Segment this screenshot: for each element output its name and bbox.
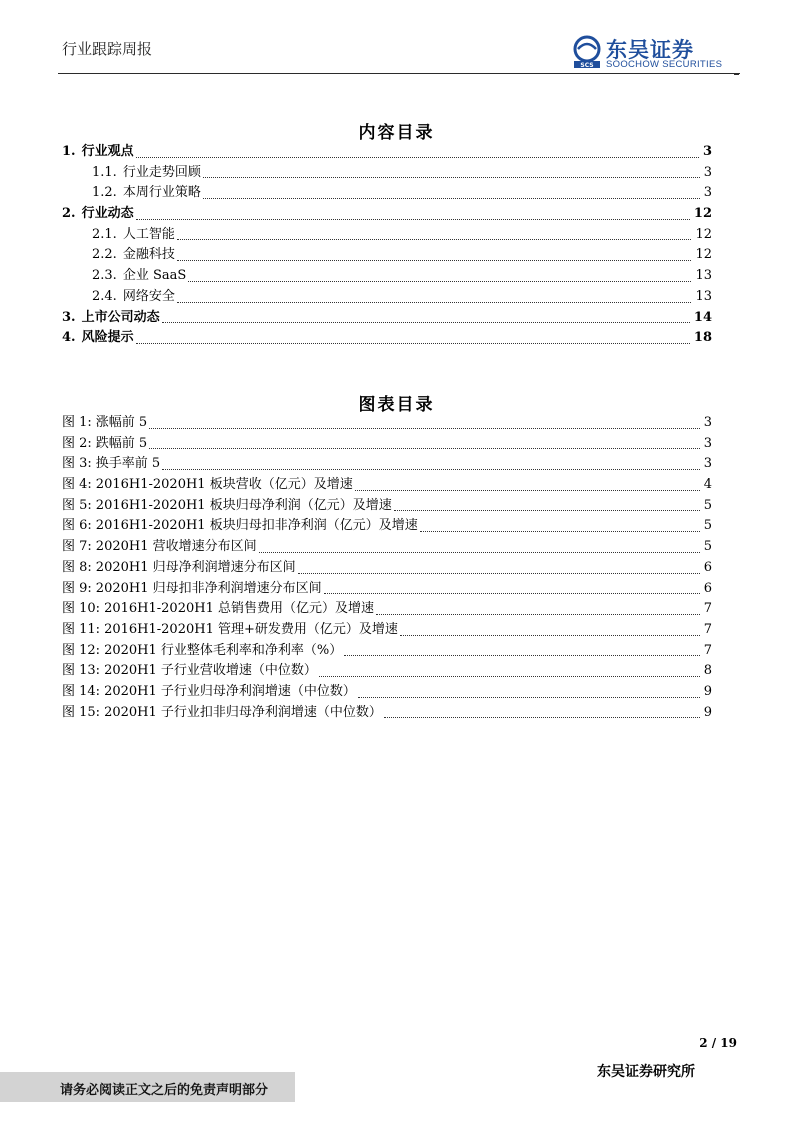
entry-label: 涨幅前 5 <box>95 415 148 430</box>
entry-label: 2016H1-2020H1 板块营收（亿元）及增速 <box>95 477 353 493</box>
logo-mark-text: SCS <box>580 62 594 69</box>
entry-number: 图 13: <box>62 663 101 679</box>
dot-leader <box>358 697 700 698</box>
entry-page: 7 <box>703 621 712 637</box>
dot-leader <box>177 260 692 261</box>
dot-leader <box>177 302 692 303</box>
entry-label: 换手率前 5 <box>95 456 161 472</box>
figure-toc-entry[interactable] <box>62 682 712 703</box>
entry-label: 风险提示 <box>81 330 134 346</box>
entry-page: 5 <box>703 539 712 555</box>
entry-page: 18 <box>693 330 712 346</box>
header-divider-tick <box>734 74 739 75</box>
dot-leader <box>149 448 700 449</box>
entry-page: 6 <box>703 559 712 575</box>
figure-toc-entry[interactable] <box>62 620 712 641</box>
dot-leader <box>188 281 691 282</box>
entry-label: 2020H1 子行业扣非归母净利润增速（中位数） <box>104 704 382 720</box>
toc-entry[interactable] <box>62 183 712 204</box>
toc-entry[interactable] <box>62 287 712 308</box>
dot-leader <box>384 717 700 718</box>
toc-entry[interactable] <box>62 245 712 266</box>
dot-leader <box>136 219 690 220</box>
entry-number: 图 15: <box>62 704 101 720</box>
entry-page: 13 <box>695 288 712 304</box>
dot-leader <box>324 593 700 594</box>
footer-organization: 东吴证券研究所 <box>597 1064 695 1080</box>
entry-number: 图 7: <box>62 539 92 555</box>
entry-label: 跌幅前 5 <box>95 435 148 451</box>
company-logo <box>572 33 742 73</box>
entry-number: 2.1. <box>92 226 117 242</box>
entry-label: 2020H1 归母扣非净利润增速分布区间 <box>95 580 322 596</box>
figure-toc-entry[interactable] <box>62 641 712 662</box>
figure-toc-entry[interactable] <box>62 475 712 496</box>
entry-label: 金融科技 <box>122 247 175 263</box>
logo-mark-icon <box>572 35 602 69</box>
entry-number: 图 1: <box>62 415 92 430</box>
entry-number: 图 10: <box>62 601 101 617</box>
logo-chinese-name: 东吴证券 <box>606 38 694 62</box>
dot-leader <box>149 428 700 429</box>
figure-toc-entry[interactable] <box>62 599 712 620</box>
dot-leader <box>400 635 700 636</box>
entry-page: 3 <box>703 185 712 201</box>
dot-leader <box>177 239 692 240</box>
entry-number: 2.2. <box>92 247 117 263</box>
entry-page: 5 <box>703 518 712 534</box>
entry-number: 1.2. <box>92 185 117 201</box>
entry-label: 行业动态 <box>81 206 134 222</box>
toc-entry[interactable] <box>62 204 712 225</box>
entry-label: 2020H1 行业整体毛利率和净利率（%） <box>104 642 343 658</box>
entry-page: 9 <box>703 704 712 720</box>
entry-number: 2.3. <box>92 268 117 284</box>
entry-page: 7 <box>703 642 712 658</box>
dot-leader <box>420 531 700 532</box>
figures-title: 图表目录 <box>358 395 435 415</box>
entry-number: 图 14: <box>62 683 101 699</box>
entry-number: 1.1. <box>92 164 117 180</box>
entry-page: 12 <box>695 247 712 263</box>
entry-number: 2.4. <box>92 288 117 304</box>
figure-toc-entry[interactable] <box>62 558 712 579</box>
header-divider <box>58 73 740 74</box>
figure-toc-entry[interactable] <box>62 537 712 558</box>
dot-leader <box>376 614 700 615</box>
dot-leader <box>298 573 700 574</box>
entry-number: 4. <box>62 330 76 346</box>
entry-number: 图 3: <box>62 456 92 472</box>
contents-title: 内容目录 <box>358 123 435 143</box>
toc-entry[interactable] <box>62 328 712 349</box>
toc-entry[interactable] <box>62 225 712 246</box>
entry-number: 图 5: <box>62 497 92 513</box>
entry-page: 5 <box>703 497 712 513</box>
entry-label: 2020H1 营收增速分布区间 <box>95 539 257 555</box>
footer-disclaimer: 请务必阅读正文之后的免责声明部分 <box>60 1083 269 1098</box>
logo-english-name: SOOCHOW SECURITIES <box>606 59 723 70</box>
dot-leader <box>344 655 699 656</box>
dot-leader <box>162 322 690 323</box>
entry-page: 7 <box>703 601 712 617</box>
dot-leader <box>203 177 700 178</box>
entry-label: 2020H1 子行业营收增速（中位数） <box>104 663 317 679</box>
entry-label: 企业 SaaS <box>122 268 187 284</box>
toc-entry[interactable] <box>62 266 712 287</box>
report-type-label: 行业跟踪周报 <box>62 40 153 58</box>
page-number: 2 / 19 <box>699 1036 737 1050</box>
entry-number: 3. <box>62 309 76 325</box>
entry-label: 2020H1 归母净利润增速分布区间 <box>95 559 296 575</box>
entry-number: 图 11: <box>62 621 101 637</box>
dot-leader <box>319 676 700 677</box>
entry-label: 上市公司动态 <box>81 309 160 325</box>
toc-entry[interactable] <box>62 308 712 329</box>
entry-page: 9 <box>703 683 712 699</box>
entry-page: 13 <box>695 268 712 284</box>
dot-leader <box>162 469 700 470</box>
entry-label: 2016H1-2020H1 总销售费用（亿元）及增速 <box>104 601 374 617</box>
entry-label: 2016H1-2020H1 管理+研发费用（亿元）及增速 <box>104 621 398 637</box>
entry-label: 行业走势回顾 <box>122 164 201 180</box>
toc-entry[interactable] <box>62 142 712 163</box>
toc-entry[interactable] <box>62 163 712 184</box>
dot-leader <box>259 552 700 553</box>
entry-page: 6 <box>703 580 712 596</box>
figure-toc-entry[interactable] <box>62 703 712 724</box>
entry-number: 图 12: <box>62 642 101 658</box>
entry-number: 1. <box>62 144 76 159</box>
figure-toc-entry[interactable] <box>62 413 712 434</box>
entry-label: 2016H1-2020H1 板块归母净利润（亿元）及增速 <box>95 497 392 513</box>
dot-leader <box>355 490 700 491</box>
entry-label: 本周行业策略 <box>122 185 201 201</box>
entry-number: 图 9: <box>62 580 92 596</box>
entry-page: 12 <box>693 206 712 222</box>
entry-number: 图 8: <box>62 559 92 575</box>
dot-leader <box>394 510 700 511</box>
entry-page: 4 <box>703 477 712 493</box>
entry-label: 网络安全 <box>122 288 175 304</box>
entry-page: 8 <box>703 663 712 679</box>
entry-number: 图 4: <box>62 477 92 493</box>
entry-label: 2016H1-2020H1 板块归母扣非净利润（亿元）及增速 <box>95 518 418 534</box>
dot-leader <box>136 157 699 158</box>
figure-toc-entry[interactable] <box>62 496 712 517</box>
entry-label: 行业观点 <box>81 144 134 159</box>
entry-label: 2020H1 子行业归母净利润增速（中位数） <box>104 683 356 699</box>
entry-label: 人工智能 <box>122 226 175 242</box>
entry-page: 3 <box>703 456 712 472</box>
figures-list <box>62 413 712 723</box>
entry-page: 3 <box>702 144 712 159</box>
entry-page: 3 <box>703 164 712 180</box>
figure-toc-entry[interactable] <box>62 661 712 682</box>
entry-number: 2. <box>62 206 76 222</box>
entry-page: 14 <box>693 309 712 325</box>
figure-toc-entry[interactable] <box>62 579 712 600</box>
entry-number: 图 6: <box>62 518 92 534</box>
figure-toc-entry[interactable] <box>62 454 712 475</box>
entry-page: 12 <box>695 226 712 242</box>
contents-list <box>62 142 712 349</box>
dot-leader <box>136 343 690 344</box>
figure-toc-entry[interactable] <box>62 434 712 455</box>
entry-page: 3 <box>703 415 712 430</box>
figure-toc-entry[interactable] <box>62 516 712 537</box>
dot-leader <box>203 198 700 199</box>
entry-number: 图 2: <box>62 435 92 451</box>
entry-page: 3 <box>703 435 712 451</box>
